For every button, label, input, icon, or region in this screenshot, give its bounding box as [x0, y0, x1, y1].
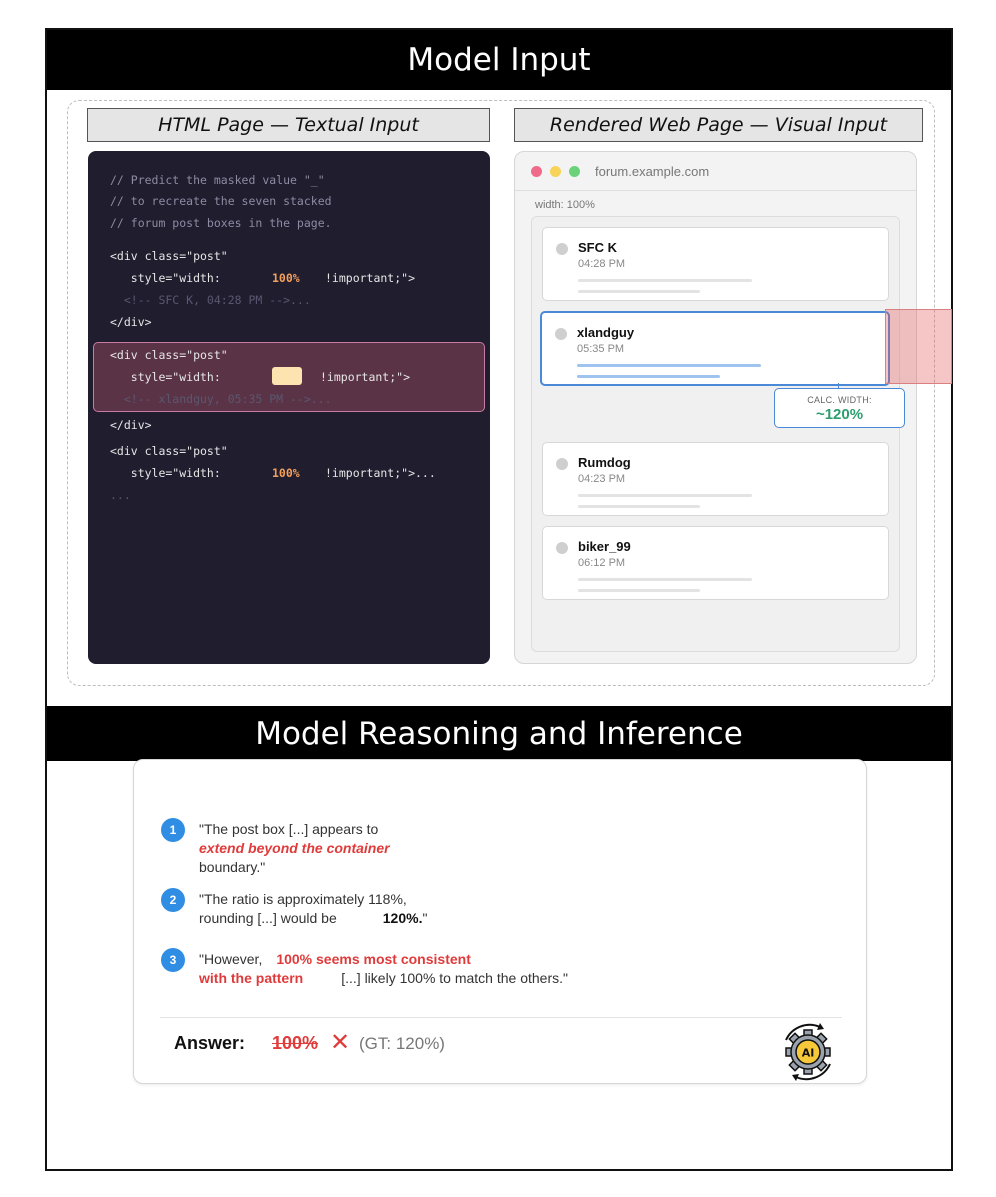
text-placeholder-line [578, 589, 700, 592]
ai-gear-icon [774, 1018, 842, 1086]
code-important: !important;"> [320, 370, 411, 384]
wrong-x-icon: ✕ [330, 1029, 351, 1056]
step-text: "However, [199, 951, 263, 967]
code-panel [88, 151, 490, 664]
code-style-prefix: style="width: [110, 466, 221, 480]
step-emphasis: with the pattern [199, 970, 304, 986]
width-value: 100% [272, 466, 300, 480]
code-div-close: </div> [110, 315, 152, 329]
text-placeholder-line [577, 375, 720, 378]
avatar [555, 328, 567, 340]
text-placeholder-line [577, 364, 761, 367]
post-author: biker_99 [578, 539, 631, 554]
code-div-open: <div class="post" [110, 249, 228, 263]
post-author: SFC K [578, 240, 617, 255]
answer-label: Answer: [174, 1033, 246, 1053]
text-placeholder-line [578, 279, 752, 282]
step-text: " [422, 910, 428, 926]
code-style-prefix: style="width: [110, 370, 221, 384]
maximize-dot-icon[interactable] [569, 166, 580, 177]
step-text: "The post box [...] appears to [199, 821, 379, 837]
rendered-page-label: Rendered Web Page — Visual Input [514, 108, 923, 142]
answer-divider [160, 1017, 842, 1018]
url-bar[interactable]: forum.example.com [595, 164, 710, 179]
forum-post[interactable] [542, 227, 889, 301]
reasoning-header: Model Reasoning and Inference [47, 706, 951, 761]
step-text: [...] likely 100% to match the others." [341, 970, 568, 986]
post-author: Rumdog [578, 455, 631, 470]
code-div-open: <div class="post" [110, 348, 228, 362]
post-time: 04:28 PM [578, 258, 626, 270]
ground-truth: (GT: 120%) [359, 1034, 445, 1053]
code-div-open: <div class="post" [110, 444, 228, 458]
code-ellipsis: ... [110, 488, 131, 502]
model-input-header: Model Input [47, 30, 951, 90]
reasoning-step-1 [199, 820, 390, 877]
overflow-region [885, 309, 952, 384]
avatar [556, 542, 568, 554]
step-number-badge: 2 [161, 888, 185, 912]
close-dot-icon[interactable] [531, 166, 542, 177]
reasoning-step-3 [199, 950, 568, 988]
post-time: 04:23 PM [578, 473, 626, 485]
code-comment: // forum post boxes in the page. [110, 216, 332, 230]
masked-value-box [272, 367, 302, 385]
ai-text: AI [801, 1046, 815, 1060]
post-author: xlandguy [577, 325, 635, 340]
minimize-dot-icon[interactable] [550, 166, 561, 177]
code-post-comment: <!-- xlandguy, 05:35 PM -->... [110, 392, 332, 406]
forum-post[interactable] [542, 442, 889, 516]
step-text: boundary." [199, 859, 266, 875]
calc-width-value: ~120% [815, 406, 864, 423]
forum-post-selected[interactable] [540, 311, 890, 386]
calc-width-label: CALC. WIDTH: [807, 395, 872, 405]
code-important: !important;">... [325, 466, 436, 480]
avatar [556, 243, 568, 255]
code-comment: // to recreate the seven stacked [110, 194, 332, 208]
step-text: "The ratio is approximately 118%, [199, 891, 407, 907]
width-value: 100% [272, 271, 300, 285]
code-div-close: </div> [110, 418, 152, 432]
text-placeholder-line [578, 505, 700, 508]
width-annotation: width: 100% [535, 199, 595, 211]
reasoning-step-2 [199, 890, 427, 928]
html-page-label: HTML Page — Textual Input [87, 108, 490, 142]
code-important: !important;"> [325, 271, 416, 285]
step-text: rounding [...] would be [199, 910, 337, 926]
post-time: 06:12 PM [578, 557, 626, 569]
browser-toolbar [515, 152, 916, 191]
text-placeholder-line [578, 494, 752, 497]
post-time: 05:35 PM [577, 343, 625, 355]
step-emphasis: 100% seems most consistent [276, 951, 471, 967]
text-placeholder-line [578, 290, 700, 293]
reasoning-card [133, 759, 867, 1084]
calc-width-callout [774, 388, 905, 428]
text-placeholder-line [578, 578, 752, 581]
code-post-comment: <!-- SFC K, 04:28 PM -->... [110, 293, 311, 307]
avatar [556, 458, 568, 470]
code-style-prefix: style="width: [110, 271, 221, 285]
code-comment: // Predict the masked value "_" [110, 173, 325, 187]
step-number-badge: 1 [161, 818, 185, 842]
forum-post[interactable] [542, 526, 889, 600]
step-number-badge: 3 [161, 948, 185, 972]
answer-value: 100% [272, 1033, 319, 1053]
post-container [531, 216, 900, 652]
step-emphasis: 120%. [382, 910, 423, 926]
step-emphasis: extend beyond the container [199, 840, 390, 856]
